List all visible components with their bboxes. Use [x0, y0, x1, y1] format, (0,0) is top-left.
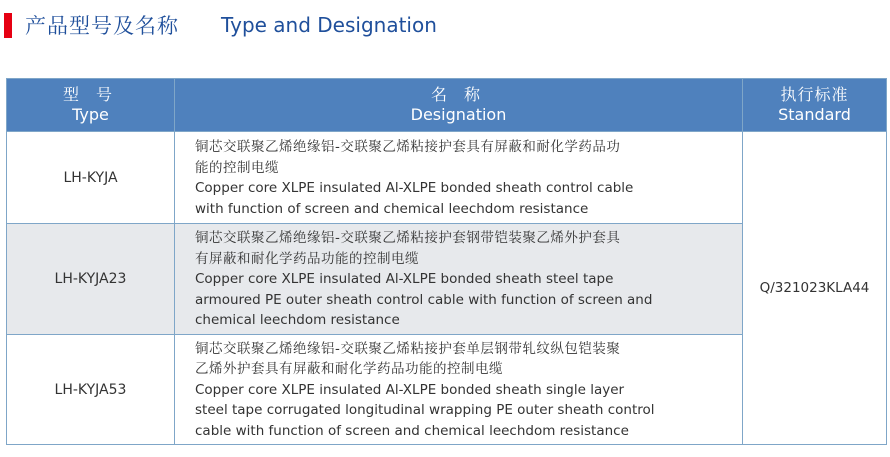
header-designation	[175, 79, 743, 132]
designation-en-line: armoured PE outer sheath control cable with function of screen and	[195, 291, 653, 308]
designation-en-line: Copper core XLPE insulated Al-XLPE bonded sheath control cable	[195, 180, 634, 196]
header-type-cn: 型 号	[62, 85, 119, 104]
table-row	[7, 132, 887, 224]
header-designation-cn: 名 称	[430, 85, 487, 104]
header-type-en: Type	[72, 105, 109, 124]
type-designation-table	[6, 78, 887, 445]
designation-en-line: steel tape corrugated longitudinal wrapping PE outer sheath control	[195, 402, 655, 419]
header-type	[7, 79, 175, 132]
designation-cn-line: 有屏蔽和耐化学药品功能的控制电缆	[195, 250, 419, 267]
designation-cell	[175, 335, 743, 445]
standard-cell: Q/321023KLA44	[743, 132, 887, 445]
designation-cell	[175, 132, 743, 224]
table-header-row	[7, 79, 887, 132]
header-standard-cn: 执行标准	[780, 85, 849, 104]
type-cell: LH-KYJA53	[7, 335, 175, 445]
header-standard-en: Standard	[778, 105, 851, 124]
header-designation-en: Designation	[410, 105, 507, 124]
designation-en-line: Copper core XLPE insulated Al-XLPE bonded sheath steel tape	[195, 271, 614, 288]
designation-cn-line: 铜芯交联聚乙烯绝缘铝-交联聚乙烯粘接护套单层钢带轧纹纵包铠装聚	[195, 340, 621, 357]
heading-title-cn: 产品型号及名称	[25, 14, 179, 38]
designation-en-line: with function of screen and chemical leechdom resistance	[195, 200, 589, 217]
designation-cn-line: 铜芯交联聚乙烯绝缘铝-交联聚乙烯粘接护套具有屏蔽和耐化学药品功	[195, 139, 621, 155]
type-cell: LH-KYJA	[7, 132, 175, 224]
red-accent-bar	[4, 13, 12, 38]
designation-cell	[175, 224, 743, 335]
designation-en-line: Copper core XLPE insulated Al-XLPE bonded sheath single layer	[195, 381, 625, 398]
designation-en-line: cable with function of screen and chemical leechdom resistance	[195, 422, 629, 439]
designation-cn-line: 能的控制电缆	[195, 159, 279, 176]
designation-en-line: chemical leechdom resistance	[195, 312, 400, 329]
designation-cn-line: 铜芯交联聚乙烯绝缘铝-交联聚乙烯粘接护套钢带铠装聚乙烯外护套具	[195, 230, 621, 247]
designation-cn-line: 乙烯外护套具有屏蔽和耐化学药品功能的控制电缆	[195, 361, 503, 378]
header-standard	[743, 79, 887, 132]
section-heading	[0, 8, 437, 42]
type-cell: LH-KYJA23	[7, 224, 175, 335]
heading-title-en: Type and Designation	[221, 13, 437, 37]
